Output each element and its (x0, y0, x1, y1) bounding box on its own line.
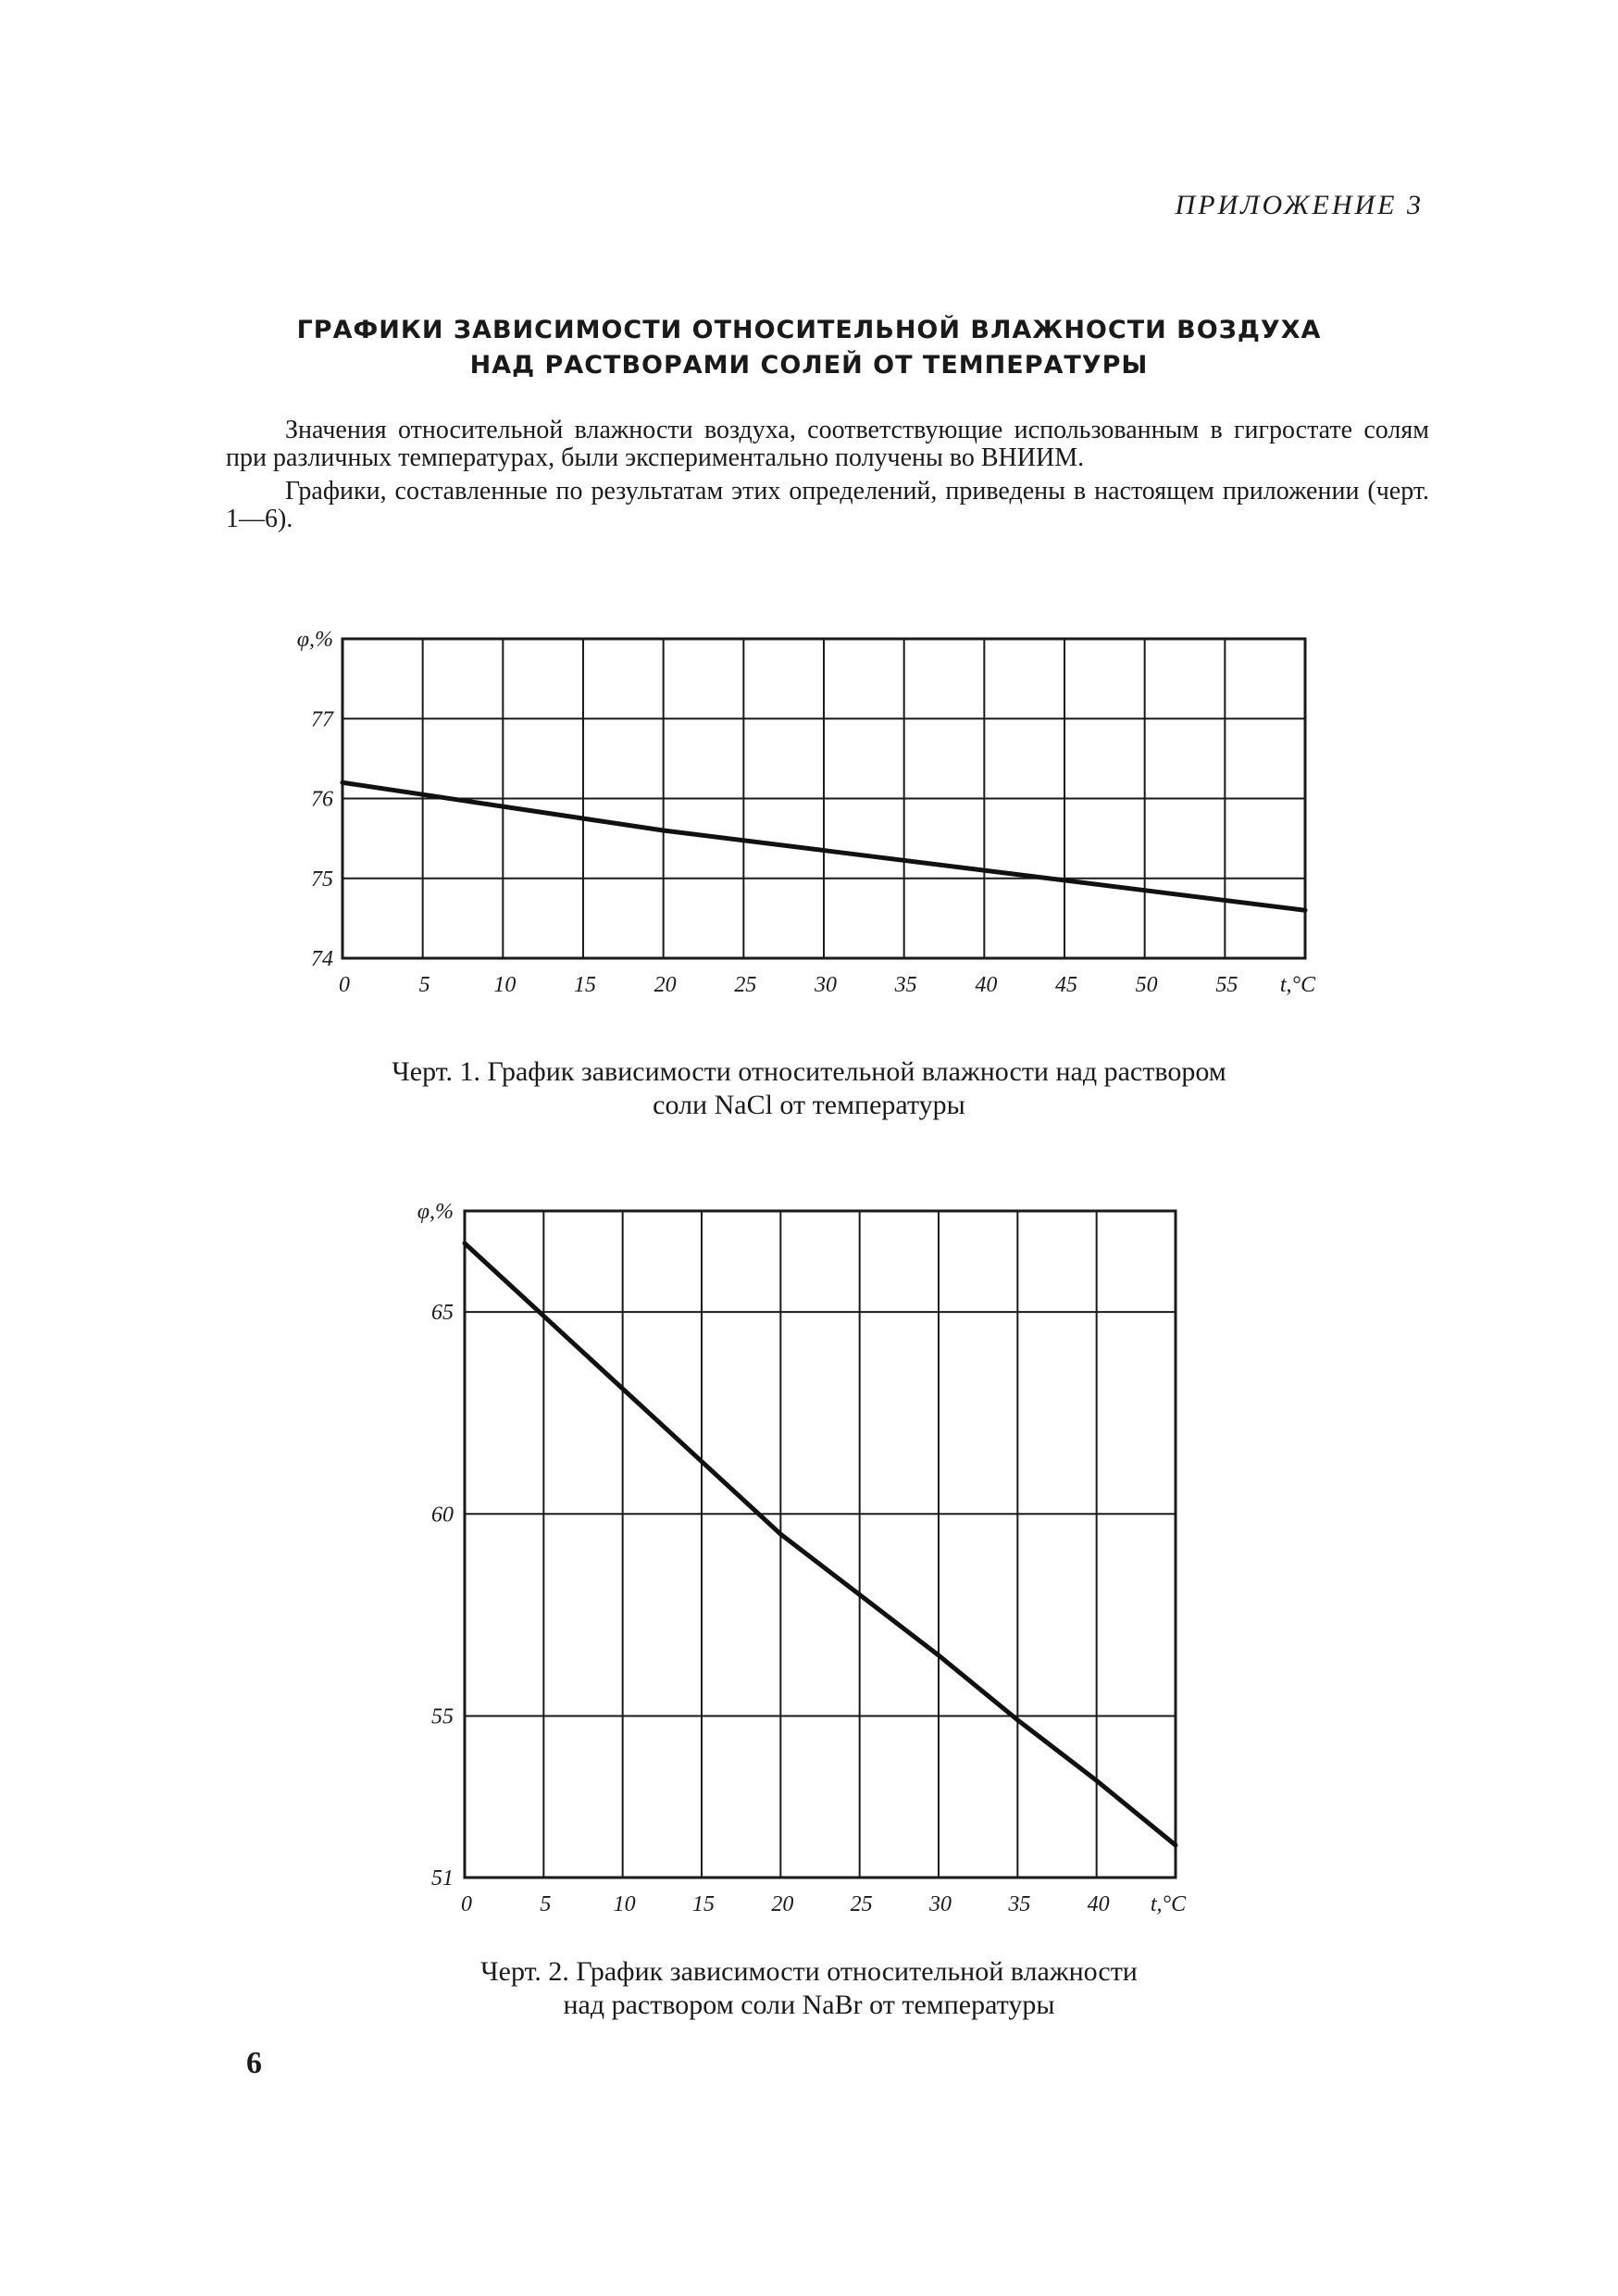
y-tick-label: 74 (311, 947, 333, 971)
chart-nacl (296, 620, 1333, 1009)
chart-2-caption (346, 1955, 1272, 2022)
x-tick-label: 20 (653, 973, 677, 997)
intro-paragraph-2: Графики, составленные по результатам этих определений, приведены в настоящем приложении (черт. 1—6). (226, 477, 1429, 533)
x-tick-label: 15 (692, 1892, 715, 1916)
chart-2-caption-line-2: над раствором соли NaBr от температуры (563, 1990, 1055, 2020)
y-tick-label: 76 (311, 787, 333, 812)
x-tick-label: 35 (894, 973, 917, 997)
chart-1-caption-line-2: соли NaCl от температуры (653, 1090, 965, 1120)
y-tick-label: 65 (431, 1301, 454, 1326)
y-axis-label: φ,% (417, 1200, 454, 1224)
x-tick-label: 5 (418, 973, 430, 997)
x-tick-label: 45 (1055, 973, 1077, 997)
x-tick-label: 10 (613, 1892, 636, 1916)
x-tick-label: 0 (339, 973, 350, 997)
chart-2-caption-line-1: Черт. 2. График зависимости относительной влажности (480, 1956, 1138, 1987)
intro-text (226, 417, 1429, 539)
chart-1-caption (254, 1055, 1364, 1122)
y-tick-label: 77 (311, 707, 333, 732)
x-tick-label: 0 (461, 1892, 472, 1916)
x-tick-label: 20 (771, 1892, 794, 1916)
x-tick-label: 40 (1087, 1892, 1110, 1916)
x-tick-label: 55 (1215, 973, 1238, 997)
y-axis-label: φ,% (296, 628, 333, 652)
document-title (231, 313, 1387, 383)
x-tick-label: 25 (850, 1892, 873, 1916)
y-tick-label: 75 (311, 867, 333, 892)
x-tick-label: 25 (734, 973, 757, 997)
data-line (465, 1243, 1176, 1845)
chart-1-caption-line-1: Черт. 1. График зависимости относительной влажности над раствором (392, 1056, 1226, 1087)
x-tick-label: 40 (975, 973, 998, 997)
y-tick-label: 60 (431, 1503, 454, 1528)
x-tick-label: 30 (815, 973, 837, 997)
document-title-line-1: ГРАФИКИ ЗАВИСИМОСТИ ОТНОСИТЕЛЬНОЙ ВЛАЖНОСТИ ВОЗДУХА (296, 316, 1322, 344)
x-tick-label: 30 (929, 1892, 952, 1916)
intro-paragraph-1: Значения относительной влажности воздуха, соответствующие использованным в гигростате солям при различных температурах, были экспериментально получены во ВНИИМ. (226, 416, 1429, 472)
x-axis-label: t,°C (1279, 973, 1316, 997)
chart-nabr (389, 1194, 1222, 1926)
x-axis-label: t,°C (1150, 1892, 1187, 1916)
plot-frame (465, 1211, 1176, 1878)
y-tick-label: 51 (431, 1866, 454, 1890)
x-tick-label: 35 (1008, 1892, 1031, 1916)
page-number: 6 (246, 2046, 262, 2080)
document-title-line-2: НАД РАСТВОРАМИ СОЛЕЙ ОТ ТЕМПЕРАТУРЫ (469, 351, 1149, 380)
x-tick-label: 10 (493, 973, 517, 997)
appendix-label: ПРИЛОЖЕНИЕ 3 (1175, 190, 1424, 220)
y-tick-label: 55 (431, 1704, 454, 1729)
x-tick-label: 15 (574, 973, 596, 997)
x-tick-label: 50 (1135, 973, 1158, 997)
x-tick-label: 5 (540, 1892, 552, 1916)
